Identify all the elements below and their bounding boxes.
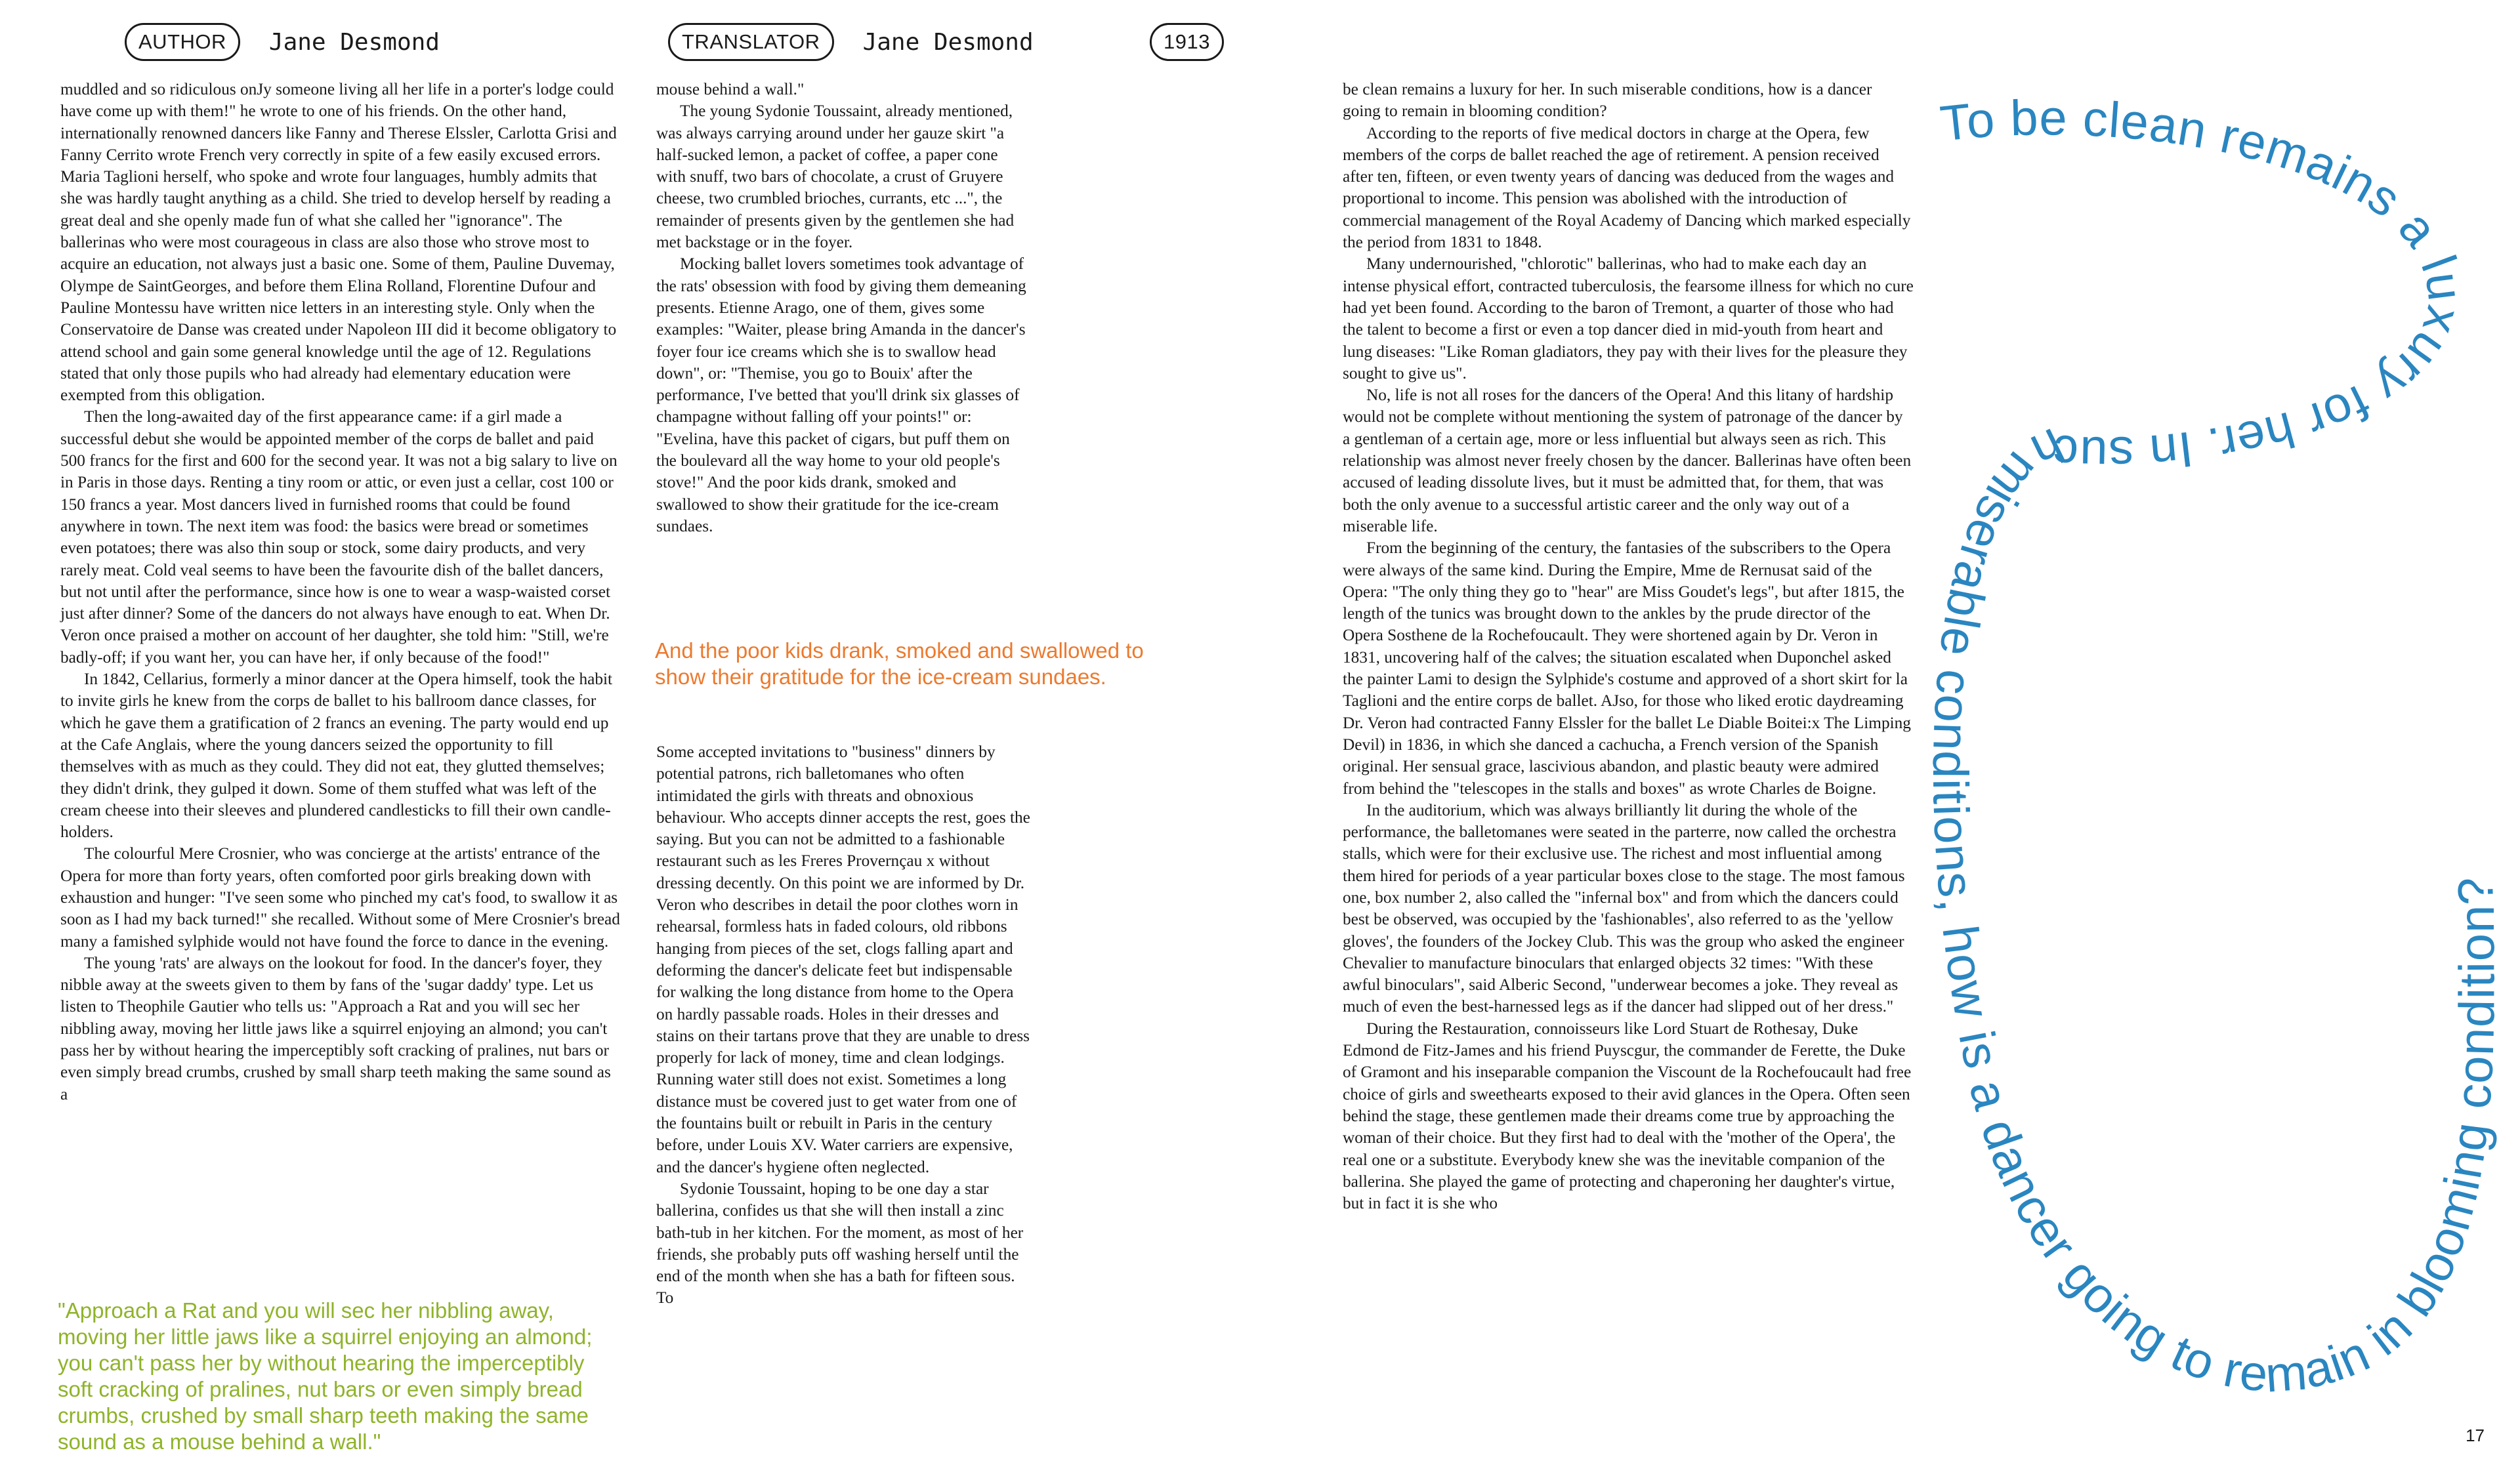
paragraph: be clean remains a luxury for her. In such miserable conditions, how is a dancer going to remain in blooming condition? xyxy=(1343,80,1872,121)
page-number: 17 xyxy=(2466,1426,2485,1445)
paragraph: mouse behind a wall." xyxy=(656,80,805,98)
paragraph: muddled and so ridiculous onJy someone living all her life in a porter's lodge could have come up with them!" he wrote to one of his friends. On the other hand, internationally renowned dancers like Fanny and Therese Elssler, Carlotta Grisi and Fanny Cerrito wrote French very correctly in spite of a few easily excused errors. Maria Taglioni herself, who spoke and wrote four languages, humbly admits that she was hardly taught anything as a child. She tried to develop herself by reading a great deal and she openly made fun of what she called her "ignorance". The ballerinas who were most courageous in class are also those who strove most to acquire an education, not always just a basic one. Some of them, Pauline Duvemay, Olympe de SaintGeorges, and before them Elina Rolland, Florentine Dufour and Pauline Montessu have written nice letters in an interesting style. Only when the Conservatoire de Danse was created under Napoleon III did it become obligatory to attend school and gain some general knowledge until the age of 12. Regulations stated that only those pupils who had already had elementary education were exempted from this obligation. xyxy=(60,80,617,405)
spiral-quote-text: To be clean remains a luxury for her. In such miserable conditions, how is a dancer going to remain in blooming condition? xyxy=(1922,90,2506,1403)
pull-quote-green: "Approach a Rat and you will sec her nibbling away, moving her little jaws like a squirrel enjoying an almond; you can't pass her by without hearing the imperceptibly soft cracking of pralines, nut bars or even simply bread crumbs, crushed by small sharp teeth making the same sound as a mouse behind a wall." xyxy=(58,1298,593,1454)
paragraph: Then the long-awaited day of the first appearance came: if a girl made a successful debut she would be appointed member of the corps de ballet and paid 500 francs for the first and 600 for the second year. It was not a big salary to live on in Paris in those days. Renting a tiny room or attic, or even just a cellar, cost 100 or 150 francs a year. Most dancers lived in furnished rooms that could be found anywhere in town. The next item was food: the basics were bread or sometimes even potatoes; there was also thin soup or stock, some dairy products, and very rarely meat. Cold veal seems to have been the favourite dish of the ballet dancers, but not until after the performance, since how is one to wear a wasp-waisted corset just after dinner? Some of the dancers do not always have enough to eat. When Dr. Veron once praised a mother on account of her daughter, she told him: "Still, we're badly-off; if you want her, you can have her, if only because of the food!" xyxy=(60,407,618,667)
translator-label: TRANSLATOR xyxy=(668,23,834,61)
paragraph: According to the reports of five medical doctors in charge at the Opera, few members of the corps de ballet reached the age of retirement. A pension received after ten, fifteen, or even twenty years of dancing was deduced from the wages and proportional to income. This pension was abolished with the introduction of commercial management of the Royal Academy of Dancing which marked especially the period from 1831 to 1848. xyxy=(1343,123,1911,252)
author-name: Jane Desmond xyxy=(268,28,440,56)
paragraph: Some accepted invitations to "business" dinners by potential patrons, rich balletomanes who often intimidated the girls with threats and obnoxious behaviour. Who accepts dinner accepts the rest, goes the saying. But you can not be admitted to a fashionable restaurant such as les Freres Provernçau x without dressing decently. On this point we are informed by Dr. Veron who describes in detail the poor clothes worn in rehearsal, formless hats in faded colours, old ribbons hanging from pieces of the set, clogs falling apart and deforming the dancer's delicate feet but indispensable for walking the long distance from home to the Opera on hardly passable roads. Holes in their dresses and stains on their tartans prove that they are unable to dress properly for lack of money, time and clean lodgings. Running water still does not exist. Sometimes a long distance must be covered just to get water from one of the fountains built or rebuilt in Paris in the century before, under Louis XV. Water carriers are expensive, and the dancer's hygiene often neglected. xyxy=(656,743,1030,1176)
paragraph: Many undernourished, "chlorotic" ballerinas, who had to make each day an intense physical effort, contracted tuberculosis, the fearsome illness for which no cure had yet been found. According to the baron of Tremont, a quarter of those who had the talent to become a first or even a top dancer died in mid-youth from heart and lung diseases: "Like Roman gladiators, they pay with their lives for the pleasure they sought to give us". xyxy=(1343,255,1914,382)
translator-name: Jane Desmond xyxy=(862,28,1034,56)
paragraph: From the beginning of the century, the fantasies of the subscribers to the Opera were always of the same kind. During the Empire, Mme de Rernusat said of the Opera: "The only thing they go to "hear" are Miss Goudet's legs", but after 1815, the length of the tunics was brought down to the ankles by the prude director of the Opera Sosthene de la Rochefoucault. They were shortened again by Dr. Veron in 1831, uncovering half of the calves; the situation escalated when Duponchel asked the painter Lami to design the Sylphide's costume and approved of a short skirt for la Taglioni and the entire corps de ballet. AJso, for those who liked erotic daydreaming Dr. Veron had contracted Fanny Elssler for the ballet Le Diable Boitei:x The Limping Devil) in 1836, in which she danced a cachucha, a French version of the Spanish original. Her sensual grace, lascivious abandon, and plastic beauty were admired from behind the "telescopes in the stalls and boxes" as wrote Charles de Boigne. xyxy=(1343,539,1911,798)
svg-text:To be clean remains a luxury f xyxy=(1922,90,2506,1403)
paragraph: The young 'rats' are always on the lookout for food. In the dancer's foyer, they nibble away at the sweets given to them by fans of the 'sugar daddy' type. Let us listen to Theophile Gautier who tells us: "Approach a Rat and you will sec her nibbling away, moving her little jaws like a squirrel enjoying an almond; you can't pass her by without hearing the imperceptibly soft cracking of pralines, nut bars or even simply bread crumbs, crushed by small sharp teeth making the same sound as a xyxy=(60,953,611,1103)
paragraph: The young Sydonie Toussaint, already mentioned, was always carrying around under her gauze skirt "a half-sucked lemon, a packet of coffee, a paper cone with snuff, two bars of chocolate, a crust of Gruyere cheese, two crumbled brioches, currants, etc ...", the remainder of presents given by the gentlemen she had met backstage or in the foyer. xyxy=(656,102,1015,252)
pull-quote-orange: And the poor kids drank, smoked and swallowed to show their gratitude for the ice-cream sundaes. xyxy=(655,638,1144,689)
paragraph: The colourful Mere Crosnier, who was concierge at the artists' entrance of the Opera for more than forty years, often comforted poor girls breaking down with exhaustion and hunger: "I've seen some who pinched my cat's food, to swallow it as soon as I had my back turned!" she recalled. Without some of Mere Crosnier's bread many a famished sylphide would not have found the force to dance in the evening. xyxy=(60,844,620,951)
author-label: AUTHOR xyxy=(125,23,240,61)
paragraph: In the auditorium, which was always brilliantly lit during the whole of the performance, the balletomanes were seated in the parterre, now called the orchestra stalls, which were for their exclusive use. The richest and most influential among them hired for periods of a year particular boxes close to the stage. The most famous one, box number 2, also called the "infernal box" and from which the dancers could best be observed, was occupied by the 'fashionables', also referred to as the 'yellow gloves', the founders of the Jockey Club. This was the group who asked the engineer Chevalier to manufacture binoculars that enlarged objects 32 times: "With these awful binoculars", said Alberic Second, "underwear becomes a joke. They reveal as much of even the best-harnessed legs as if the dancer had slipped out of her dress." xyxy=(1343,800,1905,1016)
paragraph: In 1842, Cellarius, formerly a minor dancer at the Opera himself, took the habit to invite girls he knew from the corps de ballet to his ballroom dance classes, for which he gave them a gratification of 2 francs an evening. The party would end up at the Cafe Anglais, where the young dancers seized the opportunity to fill themselves with as much as they could. They did not eat, they glutted themselves; they didn't drink, they gulped it down. Some of them stuffed what was left of the cream cheese into their sleeves and plundered candlesticks to fill their own candle-holders. xyxy=(60,670,613,842)
paragraph: No, life is not all roses for the dancers of the Opera! And this litany of hardship would not be complete without mentioning the system of patronage of the dancer by a gentleman of a certain age, more or less influential but always seen as rich. This relationship was almost never freely chosen by the dancer. Ballerinas have often been accused of leading dissolute lives, but it must be admitted that, for them, that was both the only avenue to a successful artistic career and the only way out of a miserable life. xyxy=(1343,386,1912,535)
year-badge: 1913 xyxy=(1150,23,1224,61)
paragraph: Mocking ballet lovers sometimes took advantage of the rats' obsession with food by giving them demeaning presents. Etienne Arago, one of them, gives some examples: "Waiter, please bring Amanda in the dancer's foyer four ice creams which she is to swallow head down", or: "Themise, you go to Bouix' after the performance, I've betted that you'll drink six glasses of champagne without falling off your points!" or: "Evelina, have this packet of cigars, but puff them on the boulevard all the way home to your old people's stove!" And the poor kids drank, smoked and swallowed to show their gratitude for the ice-cream sundaes. xyxy=(656,255,1026,535)
paragraph: During the Restauration, connoisseurs like Lord Stuart de Rothesay, Duke Edmond de Fitz-James and his friend Puyscgur, the commander de Ferette, the Duke of Gramont and his inseparable companion the Viscount de la Rochefoucault had free choice of girls and sweethearts exposed to their avid glances in the Opera. Often seen behind the stage, these gentlemen made their dreams come true by approaching the woman of their choice. But they first had to deal with the 'mother of the Opera', the real one or a substitute. Everybody knew she was the inevitable companion of the ballerina. She played the game of protecting and chaperoning her daughter's virtue, but in fact it is she who xyxy=(1343,1019,1912,1213)
paragraph: Sydonie Toussaint, hoping to be one day a star ballerina, confides us that she will then install a zinc bath-tub in her kitchen. For the moment, as most of her friends, she probably puts off washing herself until the end of the month when she has a bath for fifteen sous. To xyxy=(656,1179,1024,1307)
